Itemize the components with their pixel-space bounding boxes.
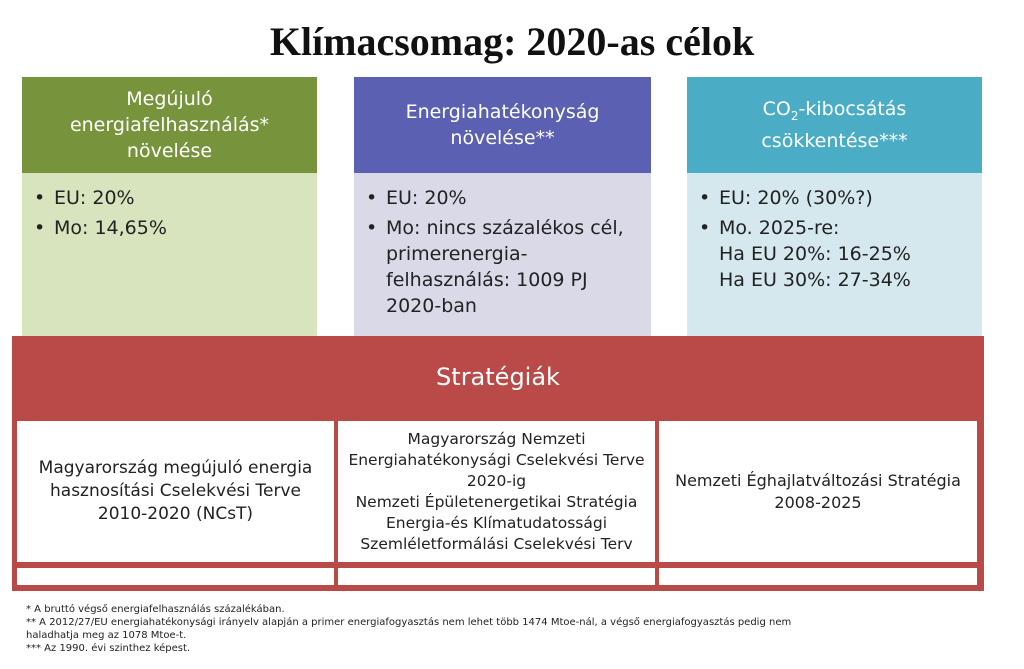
list-item <box>697 215 972 293</box>
renewable-header-label: Megújuló energiafelhasználás* növelése <box>69 88 270 162</box>
list-item: • Mo: nincs százalékos cél, primerenergia-felhasználás: 1009 PJ 2020-ban <box>364 215 641 319</box>
efficiency-header <box>354 77 651 173</box>
renewable-body <box>22 173 317 338</box>
strategies-header-label: Stratégiák <box>436 363 560 391</box>
footnote-renewable: * A bruttó végső energiafelhasználás százalékában. <box>26 604 285 615</box>
strategy-efficiency-plan-list <box>344 429 649 555</box>
strategy-climate-change <box>659 421 977 562</box>
strategies-header <box>12 336 984 418</box>
strategy-efficiency-plan: Magyarország Nemzeti Energiahatékonysági Cselekvési Terve 2020-ig <box>348 429 645 490</box>
strategy-renewable-plan <box>17 421 334 562</box>
co2-bullet-list <box>697 185 972 293</box>
strategy-renewable-plan-label: Magyarország megújuló energia hasznosítási Cselekvési Terve 2010-2020 (NCsT) <box>38 458 313 524</box>
strategy-building-energy: Nemzeti Épületenergetikai Stratégia <box>355 492 638 511</box>
renewable-header <box>22 77 317 173</box>
strategy-strip-2 <box>338 568 655 585</box>
co2-header-subscript: 2 <box>790 108 799 123</box>
page-title: Klímacsomag: 2020-as célok <box>269 19 755 64</box>
strategy-efficiency-plans <box>338 421 655 562</box>
co2-eu30-range: Ha EU 30%: 27-34% <box>719 269 911 291</box>
list-item: • EU: 20% <box>364 185 641 211</box>
strategies-frame <box>12 418 984 591</box>
footnotes <box>26 603 806 655</box>
efficiency-body <box>354 173 651 338</box>
efficiency-bullet-list <box>364 185 641 319</box>
list-item: • EU: 20% <box>32 185 307 211</box>
strategy-strip-3 <box>659 568 977 585</box>
co2-header-label <box>695 96 974 155</box>
strategy-awareness-plan: Energia-és Klímatudatossági Szemléletformálási Cselekvési Terv <box>360 513 633 553</box>
strategy-strip-1 <box>17 568 334 585</box>
co2-header-post: -kibocsátás csökkentése*** <box>761 97 908 153</box>
footnote-efficiency: ** A 2012/27/EU energiahatékonysági irányelv alapján a primer energiafogyasztás nem lehet több 1474 Mtoe-nál, a végső energiafogyasztás pedig nem haladhatja meg az 1078 Mtoe-t. <box>26 617 792 641</box>
co2-header <box>687 77 982 173</box>
co2-mo-target: • Mo. 2025-re: <box>719 217 840 239</box>
co2-header-pre: CO <box>762 97 791 120</box>
footnote-co2: *** Az 1990. évi szinthez képest. <box>26 643 191 654</box>
list-item: • EU: 20% (30%?) <box>697 185 972 211</box>
co2-body <box>687 173 982 338</box>
renewable-bullet-list <box>32 185 307 241</box>
co2-eu20-range: Ha EU 20%: 16-25% <box>719 243 911 265</box>
strategy-climate-change-label: Nemzeti Éghajlatváltozási Stratégia 2008-2025 <box>675 470 961 512</box>
list-item: • Mo: 14,65% <box>32 215 307 241</box>
efficiency-header-label: Energiahatékonyság növelése** <box>405 101 600 149</box>
